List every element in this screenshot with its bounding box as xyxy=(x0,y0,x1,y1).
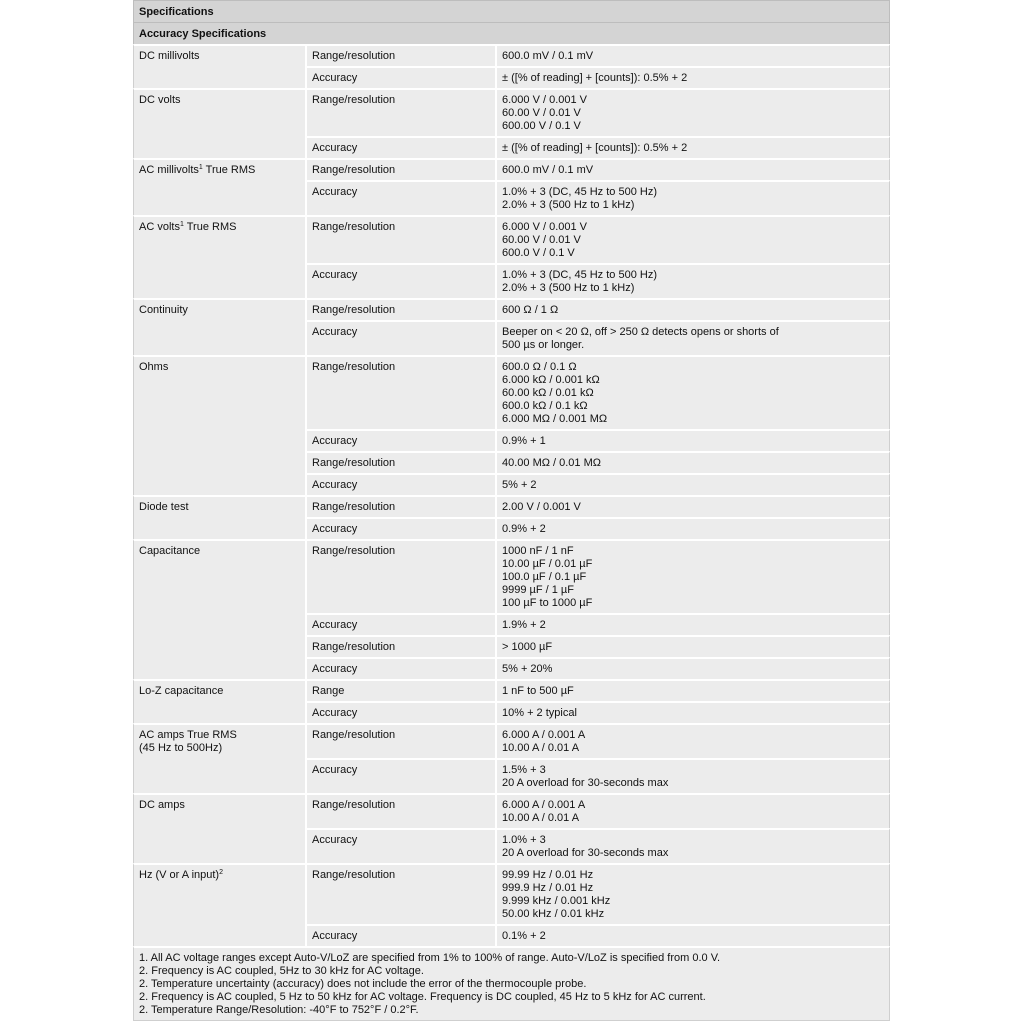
spec-value: 6.000 MΩ / 0.001 MΩ xyxy=(502,413,608,425)
spec-label: Range/resolution xyxy=(312,304,396,316)
spec-value: 600.0 mV / 0.1 mV xyxy=(502,164,594,176)
spec-value: 9.999 kHz / 0.001 kHz xyxy=(502,895,611,907)
spec-sheet xyxy=(133,0,890,1021)
parameter-cell xyxy=(133,298,305,355)
spec-label-cell xyxy=(305,429,495,451)
spec-value-cell xyxy=(495,635,890,657)
spec-value-cell xyxy=(495,517,890,539)
spec-value-cell xyxy=(495,263,890,298)
spec-value-cell xyxy=(495,793,890,828)
spec-row xyxy=(133,44,890,66)
spec-value-cell xyxy=(495,613,890,635)
spec-label: Range/resolution xyxy=(312,94,396,106)
spec-table-body xyxy=(133,44,890,946)
parameter-name-line2: (45 Hz to 500Hz) xyxy=(139,742,223,754)
spec-value: 10.00 A / 0.01 A xyxy=(502,812,580,824)
spec-label-cell xyxy=(305,215,495,263)
spec-label: Accuracy xyxy=(312,663,358,675)
spec-value: 20 A overload for 30-seconds max xyxy=(502,847,669,859)
spec-label: Range/resolution xyxy=(312,501,396,513)
spec-value: 20 A overload for 30-seconds max xyxy=(502,777,669,789)
spec-label-cell xyxy=(305,657,495,679)
spec-value-cell xyxy=(495,539,890,613)
parameter-cell xyxy=(133,158,305,215)
spec-value: 100.0 µF / 0.1 µF xyxy=(502,571,587,583)
spec-label: Accuracy xyxy=(312,619,358,631)
parameter-name: Diode test xyxy=(139,501,189,513)
spec-value-cell xyxy=(495,66,890,88)
spec-label: Accuracy xyxy=(312,186,358,198)
spec-value: 0.9% + 1 xyxy=(502,435,546,447)
spec-label-cell xyxy=(305,828,495,863)
parameter-suffix: True RMS xyxy=(202,164,256,176)
spec-label: Range/resolution xyxy=(312,729,396,741)
spec-label-cell xyxy=(305,451,495,473)
spec-value: 0.1% + 2 xyxy=(502,930,546,942)
spec-row xyxy=(133,158,890,180)
footnote: 2. Frequency is AC coupled, 5 Hz to 50 kHz for AC voltage. Frequency is DC coupled, 45 Hz to 5 kHz for AC current. xyxy=(139,991,706,1003)
spec-label-cell xyxy=(305,180,495,215)
spec-value: 500 µs or longer. xyxy=(502,339,585,351)
footnote-marker: 1 xyxy=(179,221,184,228)
spec-value: 6.000 V / 0.001 V xyxy=(502,94,588,106)
spec-value: 100 µF to 1000 µF xyxy=(502,597,593,609)
spec-value-cell xyxy=(495,924,890,946)
spec-row xyxy=(133,723,890,758)
spec-label-cell xyxy=(305,495,495,517)
spec-value-cell xyxy=(495,863,890,924)
spec-value: 40.00 MΩ / 0.01 MΩ xyxy=(502,457,601,469)
spec-value: > 1000 µF xyxy=(502,641,553,653)
spec-value: 10.00 µF / 0.01 µF xyxy=(502,558,593,570)
spec-label: Accuracy xyxy=(312,523,358,535)
spec-value: 600.0 kΩ / 0.1 kΩ xyxy=(502,400,588,412)
spec-label-cell xyxy=(305,298,495,320)
spec-value: 10% + 2 typical xyxy=(502,707,577,719)
spec-value: 6.000 kΩ / 0.001 kΩ xyxy=(502,374,600,386)
parameter-name: Lo-Z capacitance xyxy=(139,685,224,697)
spec-label-cell xyxy=(305,635,495,657)
spec-label-cell xyxy=(305,44,495,66)
spec-value: 1.9% + 2 xyxy=(502,619,546,631)
parameter-name: AC volts xyxy=(139,221,180,233)
spec-label: Range/resolution xyxy=(312,164,396,176)
spec-label-cell xyxy=(305,863,495,924)
spec-value-cell xyxy=(495,298,890,320)
spec-value: 600.0 Ω / 0.1 Ω xyxy=(502,361,577,373)
spec-label-cell xyxy=(305,263,495,298)
parameter-name: DC millivolts xyxy=(139,50,200,62)
spec-label: Range/resolution xyxy=(312,457,396,469)
spec-value: 99.99 Hz / 0.01 Hz xyxy=(502,869,594,881)
spec-label: Range/resolution xyxy=(312,641,396,653)
spec-label: Accuracy xyxy=(312,269,358,281)
spec-label-cell xyxy=(305,517,495,539)
spec-value-cell xyxy=(495,429,890,451)
spec-value-cell xyxy=(495,180,890,215)
spec-value: ± ([% of reading] + [counts]): 0.5% + 2 xyxy=(502,72,688,84)
spec-row xyxy=(133,298,890,320)
spec-value: 1 nF to 500 µF xyxy=(502,685,574,697)
parameter-cell xyxy=(133,88,305,158)
spec-value: 1.0% + 3 xyxy=(502,834,546,846)
spec-value: 50.00 kHz / 0.01 kHz xyxy=(502,908,605,920)
spec-value: 6.000 A / 0.001 A xyxy=(502,799,586,811)
spec-row xyxy=(133,495,890,517)
spec-label-cell xyxy=(305,66,495,88)
spec-value-cell xyxy=(495,495,890,517)
spec-label-cell xyxy=(305,320,495,355)
spec-value: 600 Ω / 1 Ω xyxy=(502,304,559,316)
parameter-cell xyxy=(133,863,305,946)
spec-label-cell xyxy=(305,355,495,429)
parameter-cell xyxy=(133,793,305,863)
spec-value: 600.00 V / 0.1 V xyxy=(502,120,581,132)
spec-value: 600.0 mV / 0.1 mV xyxy=(502,50,594,62)
spec-value: 5% + 2 xyxy=(502,479,537,491)
spec-label-cell xyxy=(305,158,495,180)
spec-label-cell xyxy=(305,758,495,793)
spec-subtitle: Accuracy Specifications xyxy=(133,22,890,44)
spec-row xyxy=(133,355,890,429)
parameter-cell xyxy=(133,215,305,298)
spec-table xyxy=(133,44,890,946)
spec-label: Accuracy xyxy=(312,834,358,846)
parameter-cell xyxy=(133,495,305,539)
spec-label: Accuracy xyxy=(312,764,358,776)
spec-value-cell xyxy=(495,657,890,679)
spec-label: Accuracy xyxy=(312,326,358,338)
spec-label-cell xyxy=(305,679,495,701)
spec-row xyxy=(133,215,890,263)
spec-value-cell xyxy=(495,758,890,793)
spec-value-cell xyxy=(495,88,890,136)
spec-label: Range/resolution xyxy=(312,799,396,811)
spec-label: Range/resolution xyxy=(312,221,396,233)
footnote: 2. Temperature Range/Resolution: -40°F to 752°F / 0.2°F. xyxy=(139,1004,419,1016)
spec-label: Range/resolution xyxy=(312,869,396,881)
spec-value-cell xyxy=(495,679,890,701)
parameter-cell xyxy=(133,355,305,495)
spec-value-cell xyxy=(495,828,890,863)
footnote: 2. Temperature uncertainty (accuracy) does not include the error of the thermocouple probe. xyxy=(139,978,587,990)
parameter-name: Ohms xyxy=(139,361,169,373)
spec-value-cell xyxy=(495,723,890,758)
spec-row xyxy=(133,88,890,136)
spec-row xyxy=(133,863,890,924)
spec-label: Accuracy xyxy=(312,142,358,154)
spec-value: 1.5% + 3 xyxy=(502,764,546,776)
spec-value: 2.0% + 3 (500 Hz to 1 kHz) xyxy=(502,282,635,294)
spec-label-cell xyxy=(305,723,495,758)
spec-value: 1.0% + 3 (DC, 45 Hz to 500 Hz) xyxy=(502,269,657,281)
spec-label-cell xyxy=(305,613,495,635)
parameter-name: AC amps True RMS xyxy=(139,729,237,741)
spec-value: 6.000 A / 0.001 A xyxy=(502,729,586,741)
spec-label: Range/resolution xyxy=(312,50,396,62)
spec-value-cell xyxy=(495,355,890,429)
parameter-cell xyxy=(133,723,305,793)
spec-label-cell xyxy=(305,539,495,613)
spec-value: ± ([% of reading] + [counts]): 0.5% + 2 xyxy=(502,142,688,154)
parameter-name: DC amps xyxy=(139,799,185,811)
spec-value: 60.00 V / 0.01 V xyxy=(502,234,581,246)
parameter-name: Continuity xyxy=(139,304,188,316)
spec-value: Beeper on < 20 Ω, off > 250 Ω detects opens or shorts of xyxy=(502,326,779,338)
spec-label-cell xyxy=(305,136,495,158)
spec-value: 9999 µF / 1 µF xyxy=(502,584,574,596)
spec-value-cell xyxy=(495,473,890,495)
spec-value: 1000 nF / 1 nF xyxy=(502,545,574,557)
spec-value: 1.0% + 3 (DC, 45 Hz to 500 Hz) xyxy=(502,186,657,198)
parameter-cell xyxy=(133,44,305,88)
spec-value-cell xyxy=(495,215,890,263)
footnote-marker: 1 xyxy=(198,164,203,171)
spec-title: Specifications xyxy=(133,0,890,22)
spec-row xyxy=(133,539,890,613)
spec-value-cell xyxy=(495,158,890,180)
spec-value-cell xyxy=(495,451,890,473)
spec-label: Accuracy xyxy=(312,479,358,491)
spec-value-cell xyxy=(495,44,890,66)
spec-value: 5% + 20% xyxy=(502,663,553,675)
parameter-cell xyxy=(133,679,305,723)
spec-value: 0.9% + 2 xyxy=(502,523,546,535)
footnote: 2. Frequency is AC coupled, 5Hz to 30 kHz for AC voltage. xyxy=(139,965,424,977)
spec-value: 2.00 V / 0.001 V xyxy=(502,501,581,513)
spec-label: Range/resolution xyxy=(312,361,396,373)
parameter-name: AC millivolts xyxy=(139,164,199,176)
spec-row xyxy=(133,679,890,701)
parameter-name: Capacitance xyxy=(139,545,201,557)
spec-label-cell xyxy=(305,924,495,946)
parameter-cell xyxy=(133,539,305,679)
spec-label: Accuracy xyxy=(312,707,358,719)
spec-value: 999.9 Hz / 0.01 Hz xyxy=(502,882,594,894)
footnotes xyxy=(133,946,890,1021)
spec-value: 600.0 V / 0.1 V xyxy=(502,247,575,259)
footnote-marker: 2 xyxy=(219,869,223,876)
spec-value: 10.00 A / 0.01 A xyxy=(502,742,580,754)
spec-value-cell xyxy=(495,701,890,723)
parameter-name: Hz (V or A input) xyxy=(139,869,220,881)
spec-value-cell xyxy=(495,320,890,355)
spec-value: 6.000 V / 0.001 V xyxy=(502,221,588,233)
spec-label-cell xyxy=(305,88,495,136)
spec-label: Range/resolution xyxy=(312,545,396,557)
footnote: 1. All AC voltage ranges except Auto-V/LoZ are specified from 1% to 100% of range. Auto-V/LoZ is specified from 0.0 V. xyxy=(139,952,721,964)
parameter-suffix: True RMS xyxy=(183,221,237,233)
spec-label-cell xyxy=(305,793,495,828)
spec-label: Accuracy xyxy=(312,72,358,84)
spec-label: Accuracy xyxy=(312,435,358,447)
spec-label-cell xyxy=(305,473,495,495)
spec-label: Range xyxy=(312,685,345,697)
parameter-name: DC volts xyxy=(139,94,181,106)
spec-value: 60.00 V / 0.01 V xyxy=(502,107,581,119)
spec-value-cell xyxy=(495,136,890,158)
spec-row xyxy=(133,793,890,828)
spec-label-cell xyxy=(305,701,495,723)
spec-value: 2.0% + 3 (500 Hz to 1 kHz) xyxy=(502,199,635,211)
spec-value: 60.00 kΩ / 0.01 kΩ xyxy=(502,387,594,399)
spec-label: Accuracy xyxy=(312,930,358,942)
